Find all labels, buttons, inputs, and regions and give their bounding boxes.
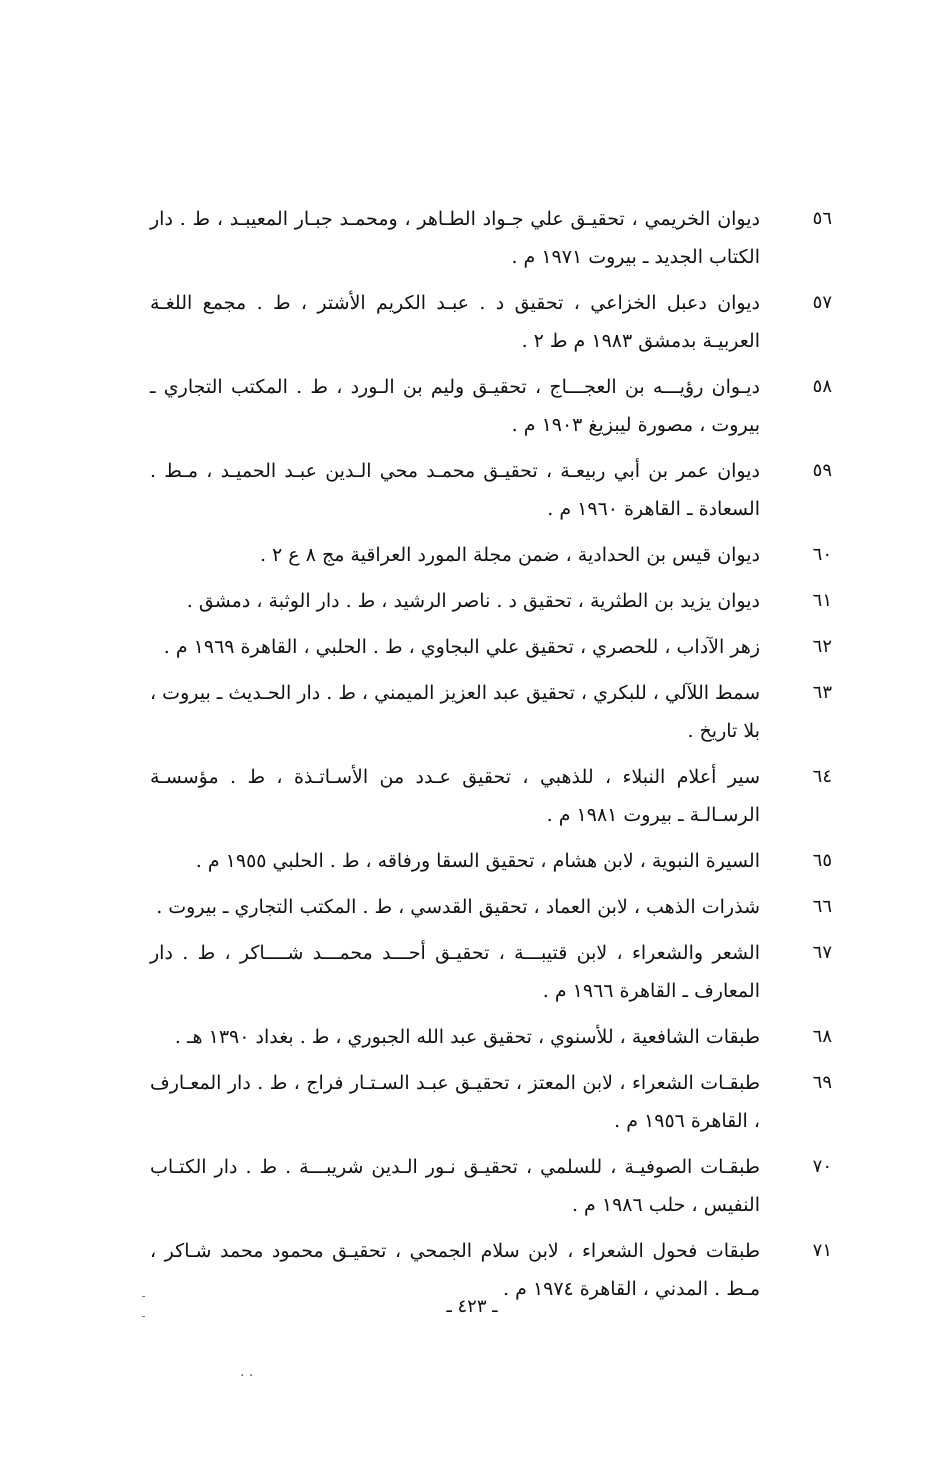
- reference-entry: [150, 536, 840, 574]
- scan-mark: [142, 1316, 145, 1317]
- entry-text: ديوان دعبل الخزاعي ، تحقيق د . عبـد الكريم الأشتر ، ط . مجمع اللغـة العربيـة بدمشق ١٩٨٣ م ط ٢ .: [150, 292, 760, 352]
- reference-entry: [150, 368, 840, 444]
- entry-number: ٦٣: [812, 682, 832, 703]
- reference-list: [150, 200, 840, 1316]
- entry-text: ديوان يزيد بن الطثرية ، تحقيق د . ناصر الرشيد ، ط . دار الوثبة ، دمشق .: [186, 590, 760, 612]
- reference-entry: [150, 452, 840, 528]
- entry-text: ديـوان رؤيـــه بن العجـــاج ، تحقيـق وليم بن الـورد ، ط . المكتب التجاري ـ بيروت ، مصورة ليبزيغ ١٩٠٣ م .: [150, 376, 760, 436]
- entry-number: ٦٩: [812, 1072, 832, 1093]
- entry-number: ٥٧: [812, 292, 832, 313]
- entry-number: ٧١: [812, 1240, 832, 1261]
- reference-entry: [150, 582, 840, 620]
- reference-entry: [150, 1064, 840, 1140]
- entry-number: ٦٤: [812, 766, 832, 787]
- reference-entry: [150, 1148, 840, 1224]
- entry-number: ٦٨: [812, 1026, 832, 1047]
- entry-text: سير أعلام النبلاء ، للذهبي ، تحقيق عـدد من الأسـاتـذة ، ط . مؤسسـة الرسـالـة ـ بيروت ١٩٨١ م .: [150, 766, 760, 826]
- entry-text: ديوان عمر بن أبي ربيعـة ، تحقيـق محمـد محي الـدين عبـد الحميـد ، مـط . السعادة ـ القاهرة ١٩٦٠ م .: [150, 460, 760, 520]
- entry-text: طبقات الشافعية ، للأسنوي ، تحقيق عبد الله الجبوري ، ط . بغداد ١٣٩٠ هـ .: [174, 1026, 760, 1048]
- scan-mark: [142, 1296, 145, 1297]
- reference-entry: [150, 284, 840, 360]
- entry-number: ٥٨: [812, 376, 832, 397]
- reference-entry: [150, 934, 840, 1010]
- entry-number: ٦٧: [812, 942, 832, 963]
- page-number: ـ ٤٢٣ ـ: [446, 1296, 498, 1317]
- scan-specks: · ·: [240, 1368, 254, 1384]
- entry-text: السيرة النبوية ، لابن هشام ، تحقيق السقا ورفاقه ، ط . الحلبي ١٩٥٥ م .: [195, 850, 760, 872]
- reference-entry: [150, 758, 840, 834]
- reference-entry: [150, 842, 840, 880]
- entry-text: طبقات فحول الشعراء ، لابن سلام الجمحي ، تحقيـق محمود محمد شـاكر ، مـط . المدني ، القاهرة ١٩٧٤ م .: [150, 1240, 760, 1300]
- entry-text: سمط اللآلي ، للبكري ، تحقيق عبد العزيز الميمني ، ط . دار الحـديث ـ بيروت ، بلا تاريخ .: [150, 682, 760, 742]
- reference-entry: [150, 1018, 840, 1056]
- entry-number: ٥٩: [812, 460, 832, 481]
- entry-number: ٧٠: [812, 1156, 832, 1177]
- entry-text: شذرات الذهب ، لابن العماد ، تحقيق القدسي ، ط . المكتب التجاري ـ بيروت .: [156, 896, 760, 918]
- entry-text: طبقـات الصوفيـة ، للسلمي ، تحقيـق نـور الـدين شريبـــة . ط . دار الكتـاب النفيس ، حلب ١٩٨٦ م .: [150, 1156, 760, 1216]
- reference-entry: [150, 200, 840, 276]
- entry-number: ٦٦: [812, 896, 832, 917]
- entry-text: زهر الآداب ، للحصري ، تحقيق علي البجاوي ، ط . الحلبي ، القاهرة ١٩٦٩ م .: [163, 636, 760, 658]
- entry-text: ديوان الخريمي ، تحقيـق علي جـواد الطـاهر ، ومحمـد جبـار المعيبـد ، ط . دار الكتاب الجديد ـ بيروت ١٩٧١ م .: [150, 208, 760, 268]
- reference-entry: [150, 628, 840, 666]
- entry-text: الشعر والشعراء ، لابن قتيبـــة ، تحقيـق أحـــد محمـــد شــــاكر ، ط . دار المعارف ـ القاهرة ١٩٦٦ م .: [150, 942, 760, 1002]
- entry-number: ٦١: [812, 590, 832, 611]
- entry-text: طبقـات الشعراء ، لابن المعتز ، تحقيـق عبـد السـتـار فراج ، ط . دار المعـارف ، القاهرة ١٩٥٦ م .: [150, 1072, 760, 1132]
- entry-number: ٦٢: [812, 636, 832, 657]
- entry-number: ٥٦: [812, 208, 832, 229]
- reference-entry: [150, 888, 840, 926]
- reference-entry: [150, 674, 840, 750]
- entry-number: ٦٠: [812, 544, 832, 565]
- entry-number: ٦٥: [812, 850, 832, 871]
- entry-text: ديوان قيس بن الحدادية ، ضمن مجلة المورد العراقية مج ٨ ع ٢ .: [259, 544, 760, 566]
